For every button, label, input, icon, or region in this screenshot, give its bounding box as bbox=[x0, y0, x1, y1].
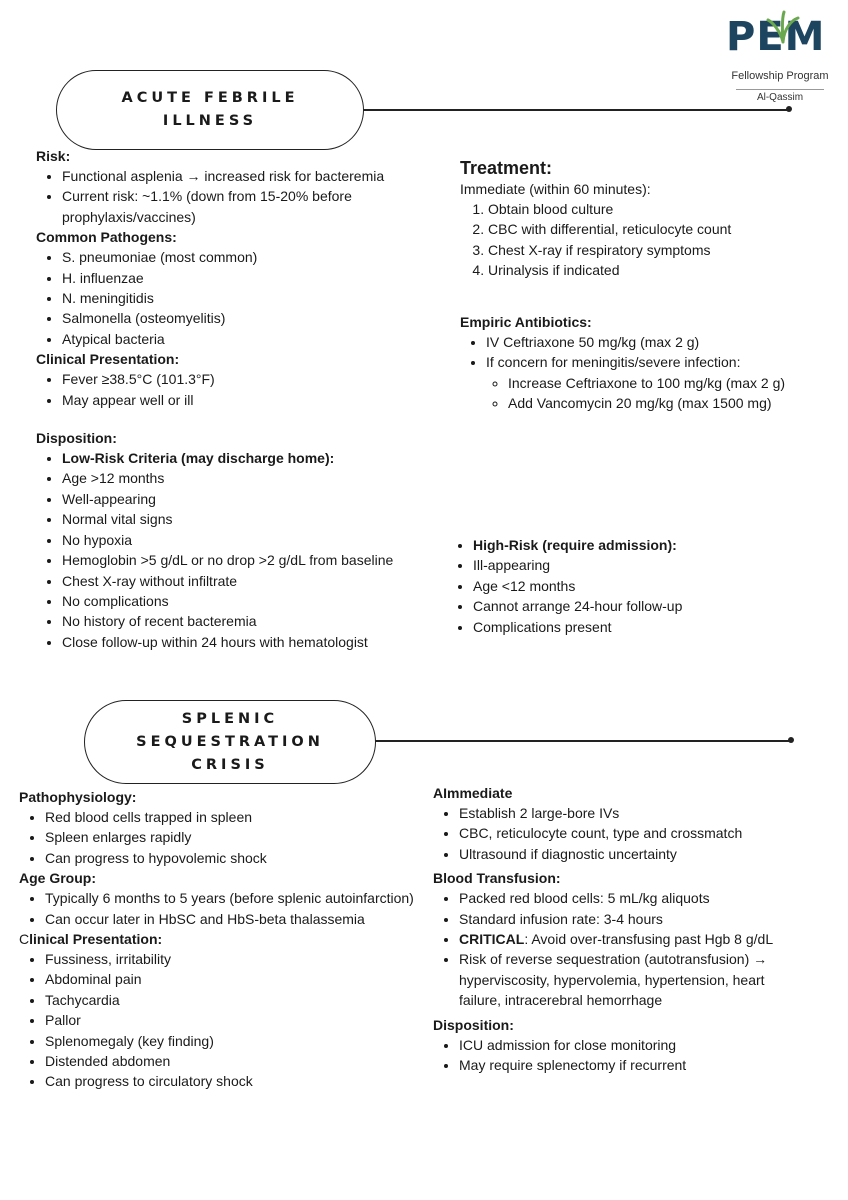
list-item: • Age <12 months bbox=[473, 576, 827, 596]
logo-location: Al-Qassim bbox=[756, 92, 804, 103]
age-group-heading: Age Group: bbox=[19, 870, 96, 887]
list-item: • S. pneumoniae (most common) bbox=[62, 247, 436, 267]
list-item: • Establish 2 large-bore IVs bbox=[459, 803, 833, 823]
section2-title: SPLENIC SEQUESTRATION CRISIS bbox=[84, 700, 376, 784]
list-item: • Ultrasound if diagnostic uncertainty bbox=[459, 844, 833, 864]
pathophysiology-heading: Pathophysiology: bbox=[19, 789, 137, 805]
list-item: • Ill-appearing bbox=[473, 555, 827, 575]
age-group-list bbox=[19, 888, 419, 929]
pathogens-list bbox=[36, 247, 436, 349]
list-item: ◦ Add Vancomycin 20 mg/kg (max 1500 mg) bbox=[508, 393, 830, 413]
immediate-list bbox=[433, 803, 833, 864]
low-risk-list bbox=[36, 448, 436, 652]
list-item: • Salmonella (osteomyelitis) bbox=[62, 308, 436, 328]
section1-rule bbox=[340, 109, 788, 111]
list-item: • Packed red blood cells: 5 mL/kg aliquots bbox=[459, 888, 833, 908]
treatment-intro: Immediate (within 60 minutes): bbox=[460, 181, 651, 197]
list-item: • Chest X-ray without infiltrate bbox=[62, 571, 436, 591]
presentation-list bbox=[36, 369, 436, 410]
list-item: • Typically 6 months to 5 years (before splenic autoinfarction) bbox=[45, 888, 419, 908]
treatment-steps bbox=[460, 199, 830, 281]
antibiotics-heading: Empiric Antibiotics: bbox=[460, 314, 592, 330]
section2-right-column bbox=[433, 783, 833, 1075]
pathophysiology-list bbox=[19, 807, 419, 868]
list-item: • Well-appearing bbox=[62, 489, 436, 509]
section1-right-column bbox=[460, 157, 830, 281]
antibiotics-list bbox=[460, 332, 830, 414]
list-item: • No history of recent bacteremia bbox=[62, 611, 436, 631]
list-item: 2. CBC with differential, reticulocyte count bbox=[488, 219, 830, 239]
list-item: • Hemoglobin >5 g/dL or no drop >2 g/dL from baseline bbox=[62, 550, 436, 570]
list-item: • Red blood cells trapped in spleen bbox=[45, 807, 419, 827]
list-item: • Can progress to hypovolemic shock bbox=[45, 848, 419, 868]
section2-left-column bbox=[19, 787, 419, 1092]
list-item: • Atypical bacteria bbox=[62, 329, 436, 349]
palm-leaf-icon bbox=[766, 10, 800, 44]
presentation-list bbox=[19, 949, 419, 1092]
list-item: • May require splenectomy if recurrent bbox=[459, 1055, 833, 1075]
high-risk-list bbox=[447, 535, 827, 637]
presentation-heading: Clinical Presentation: bbox=[19, 931, 163, 948]
antibiotics-sublist bbox=[486, 373, 830, 414]
section1-rule-end bbox=[786, 106, 792, 112]
list-item: • Close follow-up within 24 hours with hematologist bbox=[62, 632, 436, 652]
section1-title: ACUTE FEBRILE ILLNESS bbox=[56, 70, 364, 150]
section1-left-column bbox=[36, 146, 436, 652]
list-item: • Complications present bbox=[473, 617, 827, 637]
list-item: 1. Obtain blood culture bbox=[488, 199, 830, 219]
list-item: • Fussiness, irritability bbox=[45, 949, 419, 969]
immediate-heading: AImmediate bbox=[433, 785, 513, 801]
critical-item: • CRITICAL: Avoid over-transfusing past Hgb 8 g/dL bbox=[459, 929, 789, 949]
risk-list bbox=[36, 166, 436, 227]
list-item: • IV Ceftriaxone 50 mg/kg (max 2 g) bbox=[486, 332, 830, 352]
list-item: • Splenomegaly (key finding) bbox=[45, 1031, 419, 1051]
list-item: 3. Chest X-ray if respiratory symptoms bbox=[488, 240, 830, 260]
list-item: • Current risk: ~1.1% (down from 15-20% before prophylaxis/vaccines) bbox=[62, 186, 436, 227]
high-risk-heading: • High-Risk (require admission): bbox=[473, 535, 827, 555]
list-item: • Age >12 months bbox=[62, 468, 436, 488]
transfusion-heading: Blood Transfusion: bbox=[433, 870, 561, 887]
list-item: ◦ Increase Ceftriaxone to 100 mg/kg (max 2 g) bbox=[508, 373, 830, 393]
logo-divider bbox=[736, 89, 824, 90]
list-item: • H. influenzae bbox=[62, 268, 436, 288]
list-item: • Cannot arrange 24-hour follow-up bbox=[473, 596, 827, 616]
section2-rule bbox=[370, 740, 790, 742]
list-item: • If concern for meningitis/severe infection: ◦ Increase Ceftriaxone to 100 mg/kg (max 2 g) ◦ Add Vancomycin 20 mg/kg (max 1500 mg) bbox=[486, 352, 830, 413]
transfusion-list bbox=[433, 888, 833, 1010]
list-item: • Risk of reverse sequestration (autotransfusion) → hyperviscosity, hypervolemia, hypertension, heart failure, intracerebral hemorrhage bbox=[459, 949, 789, 1010]
logo-program: Fellowship Program bbox=[731, 70, 829, 82]
list-item: • Distended abdomen bbox=[45, 1051, 419, 1071]
list-item: • Can occur later in HbSC and HbS-beta thalassemia bbox=[45, 909, 419, 929]
treatment-heading: Treatment: bbox=[460, 158, 553, 178]
risk-heading: Risk: bbox=[36, 148, 71, 164]
list-item: • Pallor bbox=[45, 1010, 419, 1030]
high-risk-block bbox=[447, 535, 827, 637]
list-item: • CBC, reticulocyte count, type and crossmatch bbox=[459, 823, 833, 843]
pathogens-heading: Common Pathogens: bbox=[36, 229, 177, 246]
logo-wordmark: PEM bbox=[726, 14, 826, 60]
disposition-heading: Disposition: bbox=[433, 1016, 514, 1033]
antibiotics-block bbox=[460, 312, 830, 414]
list-item: • N. meningitidis bbox=[62, 288, 436, 308]
list-item: • Can progress to circulatory shock bbox=[45, 1071, 419, 1091]
list-item: • ICU admission for close monitoring bbox=[459, 1035, 833, 1055]
list-item: • Functional asplenia → increased risk for bacteremia bbox=[62, 166, 436, 186]
list-item: • Standard infusion rate: 3-4 hours bbox=[459, 909, 833, 929]
list-item: • May appear well or ill bbox=[62, 390, 436, 410]
list-item: • Normal vital signs bbox=[62, 509, 436, 529]
list-item: • Tachycardia bbox=[45, 990, 419, 1010]
low-risk-heading: • Low-Risk Criteria (may discharge home): bbox=[62, 448, 436, 468]
disposition-heading: Disposition: bbox=[36, 430, 117, 447]
list-item: 4. Urinalysis if indicated bbox=[488, 260, 830, 280]
list-item: • No complications bbox=[62, 591, 436, 611]
list-item: • Abdominal pain bbox=[45, 969, 419, 989]
section2-rule-end bbox=[788, 737, 794, 743]
list-item: • Fever ≥38.5°C (101.3°F) bbox=[62, 369, 436, 389]
disposition-list bbox=[433, 1035, 833, 1076]
list-item: • No hypoxia bbox=[62, 530, 436, 550]
list-item: • Spleen enlarges rapidly bbox=[45, 827, 419, 847]
presentation-heading: Clinical Presentation: bbox=[36, 351, 180, 368]
